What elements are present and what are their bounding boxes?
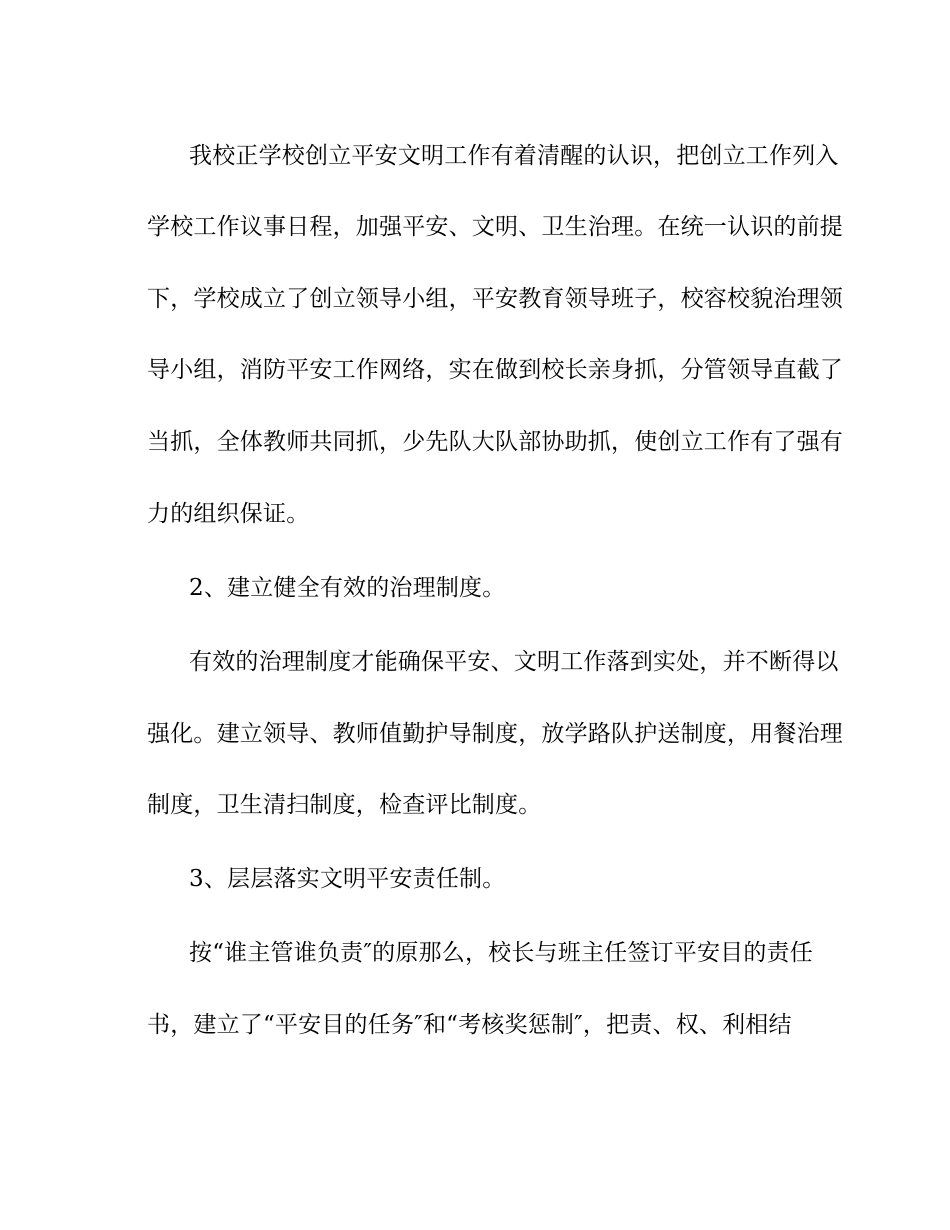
section-heading-3: 3、层层落实文明平安责任制。 [189, 866, 506, 892]
paragraph-3-line-2: 书，建立了“平安目的任务″和“考核奖惩制″，把责、权、利相结 [147, 1012, 792, 1038]
paragraph-3-line-1: 按“谁主管谁负责″的原那么，校长与班主任签订平安目的责任 [189, 940, 813, 966]
paragraph-1-line-3: 下，学校成立了创立领导小组，平安教育领导班子，校容校貌治理领 [147, 286, 843, 312]
paragraph-2-line-2: 强化。建立领导、教师值勤护导制度，放学路队护送制度，用餐治理 [147, 721, 843, 747]
paragraph-2-line-3: 制度，卫生清扫制度，检查评比制度。 [147, 792, 542, 818]
paragraph-1-line-2: 学校工作议事日程，加强平安、文明、卫生治理。在统一认识的前提 [147, 214, 843, 240]
paragraph-1-line-6: 力的组织保证。 [147, 501, 310, 527]
section-heading-2: 2、建立健全有效的治理制度。 [189, 575, 506, 601]
paragraph-2-line-1: 有效的治理制度才能确保平安、文明工作落到实处，并不断得以 [189, 649, 839, 675]
paragraph-1-line-1: 我校正学校创立平安文明工作有着清醒的认识，把创立工作列入 [189, 143, 839, 169]
paragraph-1-line-4: 导小组，消防平安工作网络，实在做到校长亲身抓，分管领导直截了 [147, 357, 843, 383]
paragraph-1-line-5: 当抓，全体教师共同抓，少先队大队部协助抓，使创立工作有了强有 [147, 429, 843, 455]
